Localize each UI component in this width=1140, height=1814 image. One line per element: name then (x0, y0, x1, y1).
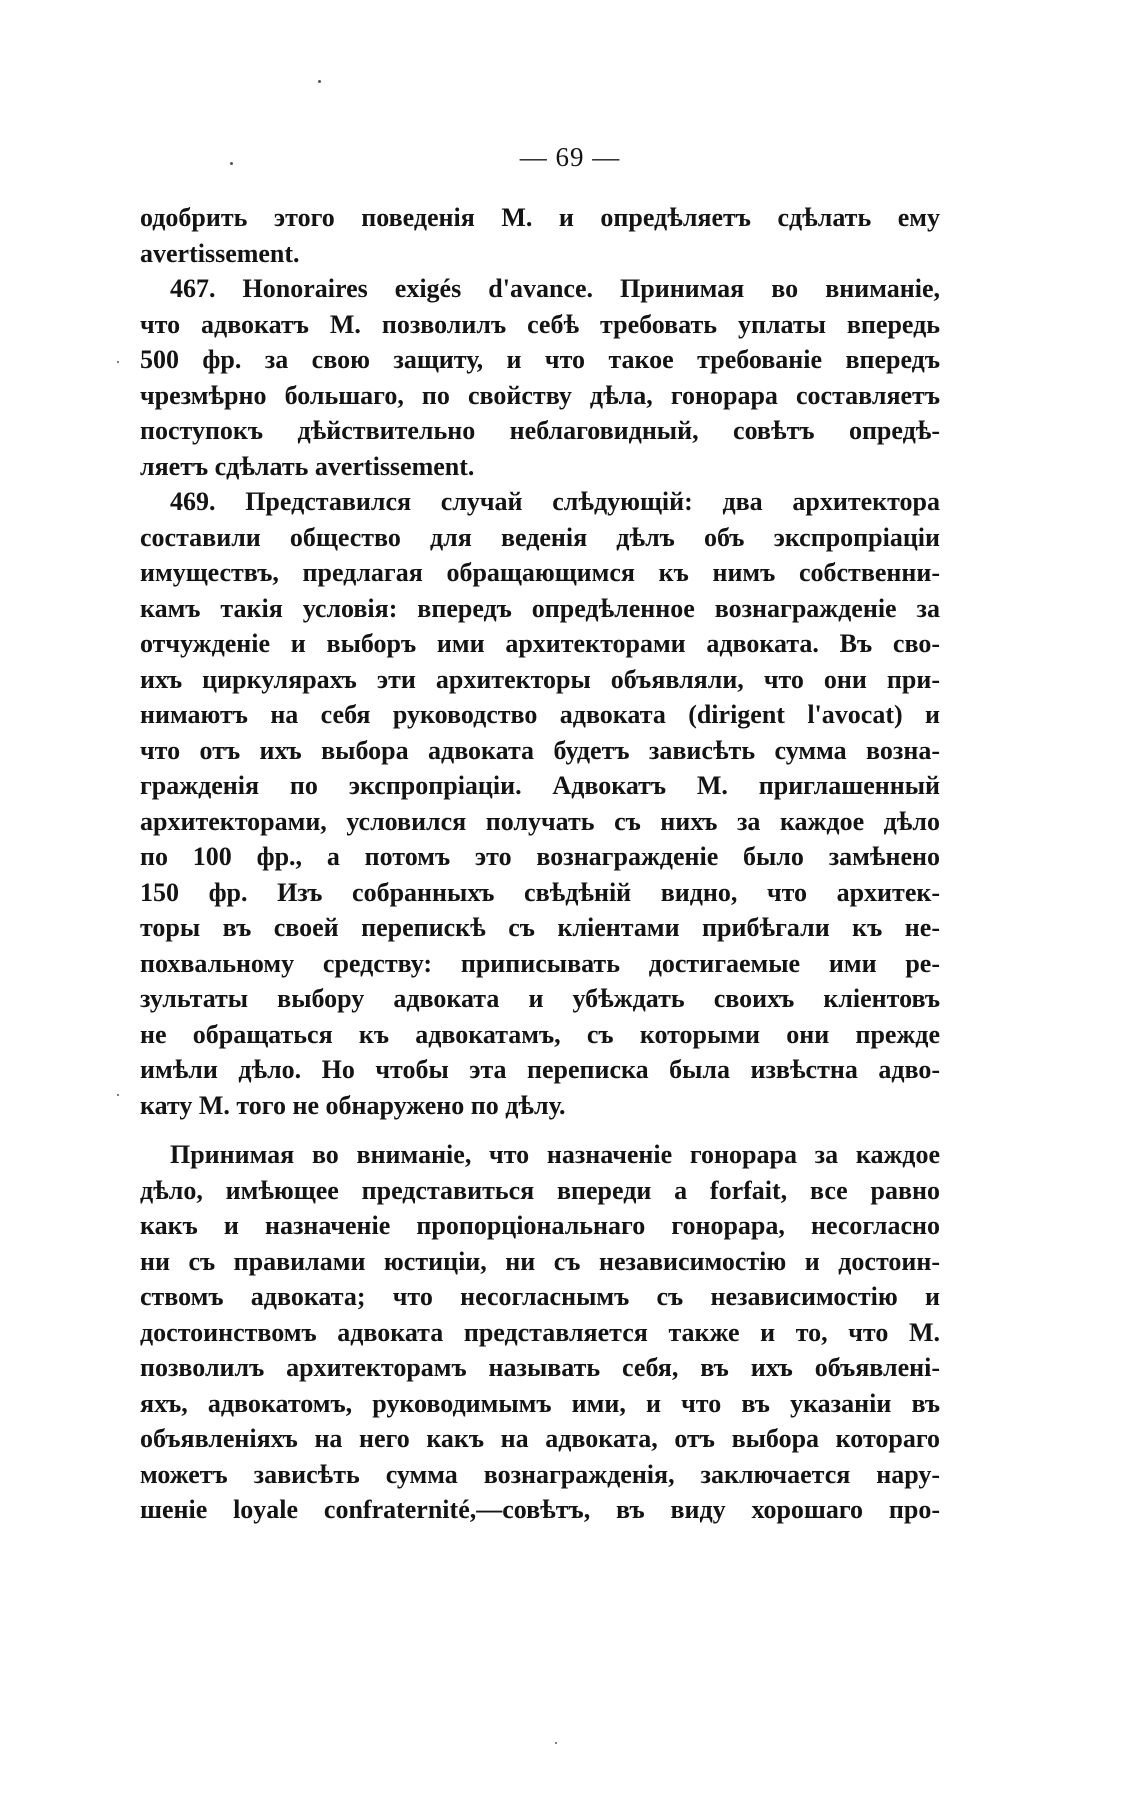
body-text (140, 200, 940, 1528)
text-line: что адвокатъ М. позволилъ себѣ требовать уплаты впередь (140, 309, 940, 339)
text-line: нимаютъ на себя руководство адвоката (dirigent l'avocat) и (140, 700, 940, 729)
text-line: 150 фр. Изъ собранныхъ свѣдѣній видно, что архитек- (140, 877, 940, 907)
text-line: яхъ, адвокатомъ, руководимымъ ими, и что въ указаніи въ (140, 1388, 940, 1418)
text-line: ихъ циркулярахъ эти архитекторы объявляли, что они при- (140, 664, 940, 694)
text-line: отчужденіе и выборъ ими архитекторами адвоката. Въ сво- (140, 629, 940, 658)
text-line: ствомъ адвоката; что несогласнымъ съ независимостію и (140, 1282, 940, 1311)
text-line: чрезмѣрно большаго, по свойству дѣла, гонорара составляетъ (140, 380, 940, 410)
text-line: достоинствомъ адвоката представляется также и то, что М. (140, 1317, 940, 1347)
ink-speck (555, 1742, 557, 1744)
text-line: по 100 фр., а потомъ это вознагражденіе было замѣнено (140, 842, 940, 871)
text-line: имѣли дѣло. Но чтобы эта переписка была извѣстна адво- (140, 1055, 940, 1084)
text-line: похвальному средству: приписывать достигаемые ими ре- (140, 948, 940, 978)
text-line: позволилъ архитекторамъ называть себя, въ ихъ объявленi- (140, 1353, 940, 1382)
paragraph-decision (140, 1137, 940, 1528)
text-line: не обращаться къ адвокатамъ, съ которыми они прежде (140, 1019, 940, 1049)
text-line: поступокъ дѣйствительно неблаговидный, совѣтъ опредѣ- (140, 416, 940, 445)
text-line: какъ и назначеніе пропорціональнаго гонорара, несогласно (140, 1211, 940, 1240)
text-line: зультаты выбору адвоката и убѣждать своихъ кліентовъ (140, 984, 940, 1013)
text-line: ни съ правилами юстиціи, ни съ независимостію и достоин- (140, 1246, 940, 1276)
ink-speck (117, 1094, 119, 1096)
text-line: Принимая во вниманіе, что назначеніе гонорара за каждое (170, 1140, 940, 1169)
ink-speck (117, 361, 119, 363)
text-line: 467. Honoraires exigés d'avance. Принимая во вниманіе, (170, 274, 940, 303)
text-line: имуществъ, предлагая обращающимся къ нимъ собственни- (140, 558, 940, 587)
text-line: архитекторами, условился получать съ нихъ за каждое дѣло (140, 806, 940, 836)
text-line: avertissement. (140, 238, 300, 268)
ink-speck (318, 80, 321, 83)
paragraph-gap (140, 1123, 940, 1137)
text-line: 469. Представился случай слѣдующій: два архитектора (170, 487, 940, 516)
text-line: камъ такія условія: впередъ опредѣленное вознагражденіе за (140, 593, 940, 623)
text-line: торы въ своей перепискѣ съ кліентами прибѣгали къ не- (140, 913, 940, 942)
text-line: гражденія по экспропріаціи. Адвокатъ М. приглашенный (140, 771, 940, 800)
text-line: кату М. того не обнаружено по дѣлу. (140, 1090, 566, 1120)
text-line: 500 фр. за свою защиту, и что такое требованіе впередъ (140, 345, 940, 374)
text-line: можетъ зависѣть сумма вознагражденія, заключается нару- (140, 1459, 940, 1489)
text-line: ляетъ сдѣлать avertissement. (140, 451, 475, 481)
text-line: шеніе loyale confraternité,—совѣтъ, въ виду хорошаго про- (140, 1495, 940, 1524)
text-line: составили общество для веденія дѣлъ объ экспропріаціи (140, 522, 940, 552)
text-line: одобрить этого поведенія М. и опредѣляетъ сдѣлать ему (140, 203, 940, 232)
page-number: — 69 — (519, 142, 621, 172)
paragraph-p467 (140, 271, 940, 484)
paragraph-continuation (140, 200, 940, 271)
text-line: дѣло, имѣющее представиться впереди a forfait, все равно (140, 1175, 940, 1205)
text-line: что отъ ихъ выбора адвоката будетъ зависѣть сумма возна- (140, 735, 940, 765)
paragraph-p469 (140, 484, 940, 1123)
text-line: объявленіяхъ на него какъ на адвоката, отъ выбора котораго (140, 1424, 940, 1453)
